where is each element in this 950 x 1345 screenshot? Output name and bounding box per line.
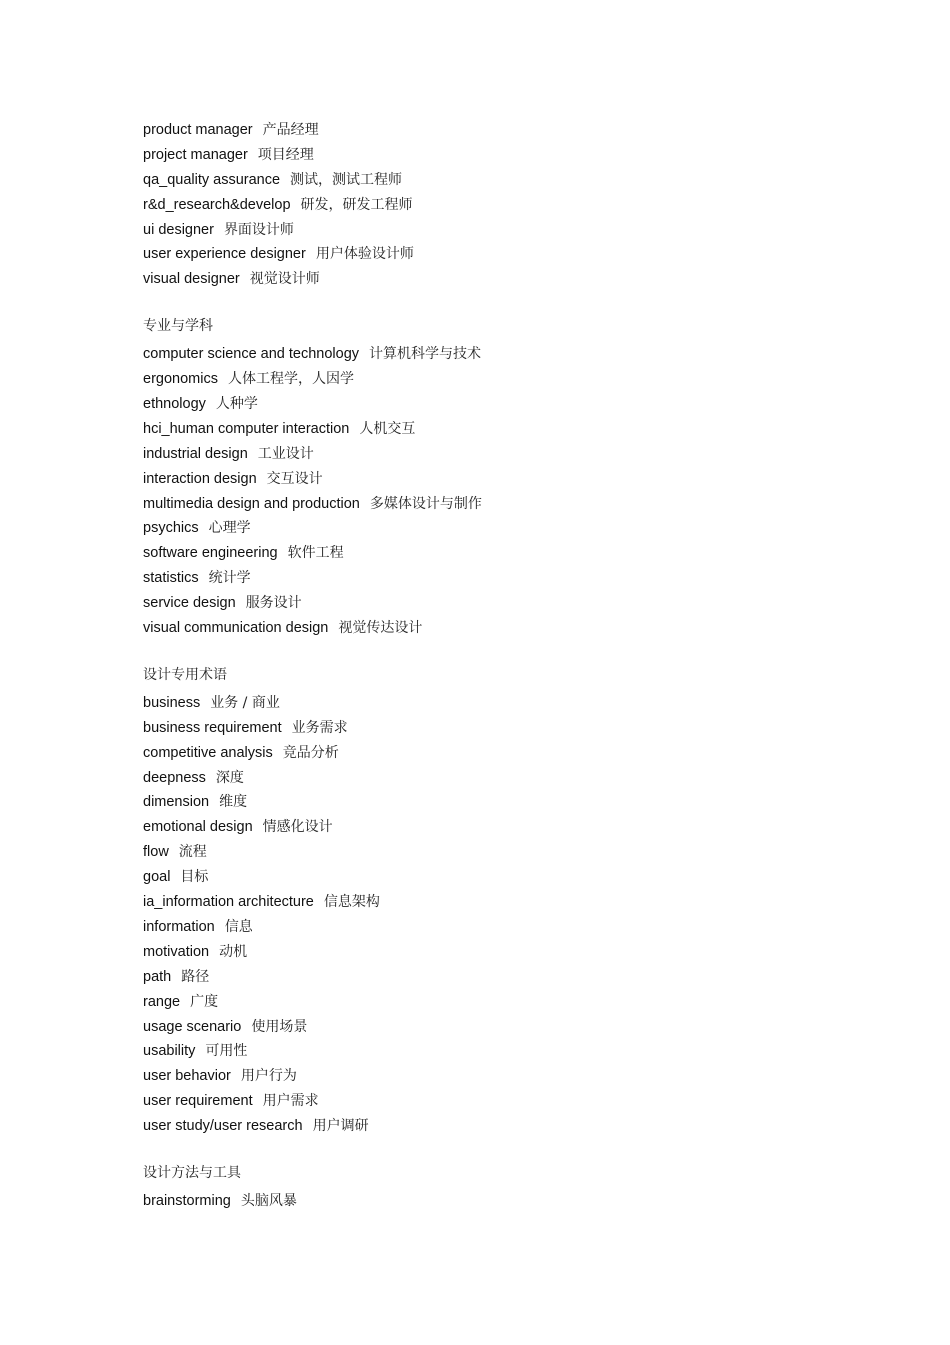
english-term: project manager — [143, 146, 248, 163]
chinese-term: 目标 — [180, 869, 209, 886]
chinese-term: 用户体验设计师 — [315, 246, 414, 263]
english-term: dimension — [143, 794, 210, 811]
english-term: usability — [143, 1043, 196, 1060]
glossary-entry — [143, 940, 843, 965]
english-term: r&d_research&develop — [143, 196, 291, 213]
chinese-term: 人体工程学，人因学 — [227, 371, 354, 388]
english-term: statistics — [143, 570, 199, 587]
glossary-entry — [143, 541, 843, 566]
english-term: product manager — [143, 122, 253, 138]
glossary-entry — [143, 218, 843, 243]
english-term: interaction design — [143, 470, 257, 487]
section-heading: 设计专用术语 — [143, 666, 227, 683]
glossary-entry — [143, 965, 843, 990]
english-term: user study/user research — [143, 1118, 303, 1135]
glossary-entry — [143, 691, 843, 716]
chinese-term: 业务需求 — [291, 719, 348, 736]
glossary-entry — [143, 1189, 843, 1214]
glossary-entry — [143, 492, 843, 517]
chinese-term: 统计学 — [208, 570, 251, 587]
english-term: deepness — [143, 769, 206, 786]
chinese-term: 视觉设计师 — [249, 271, 320, 288]
english-term: flow — [143, 844, 169, 861]
english-term: ergonomics — [143, 371, 218, 388]
glossary-entry — [143, 915, 843, 940]
english-term: ui designer — [143, 221, 214, 238]
chinese-term: 信息 — [224, 918, 253, 935]
glossary-section — [143, 663, 843, 1139]
chinese-term: 交互设计 — [266, 470, 323, 487]
chinese-term: 人机交互 — [359, 420, 416, 437]
english-term: emotional design — [143, 819, 253, 836]
english-term: service design — [143, 595, 236, 612]
chinese-term: 测试，测试工程师 — [290, 171, 403, 188]
chinese-term: 视觉传达设计 — [338, 620, 423, 637]
glossary-entry — [143, 815, 843, 840]
english-term: range — [143, 993, 181, 1010]
english-term: ia_information architecture — [143, 894, 314, 911]
glossary-entry — [143, 591, 843, 616]
chinese-term: 用户需求 — [262, 1093, 319, 1110]
chinese-term: 动机 — [219, 943, 248, 960]
glossary-entry — [143, 1064, 843, 1089]
chinese-term: 情感化设计 — [262, 819, 333, 836]
chinese-term: 可用性 — [205, 1043, 248, 1060]
english-term: hci_human computer interaction — [143, 420, 350, 437]
glossary-entry — [143, 467, 843, 492]
chinese-term: 多媒体设计与制作 — [369, 495, 482, 512]
english-term: goal — [143, 869, 171, 886]
section-heading: 设计方法与工具 — [143, 1164, 241, 1181]
glossary-entry — [143, 342, 843, 367]
english-term: user requirement — [143, 1093, 253, 1110]
glossary-entry — [143, 840, 843, 865]
chinese-term: 业务 / 商业 — [210, 694, 280, 711]
glossary-entry — [143, 442, 843, 467]
chinese-term: 计算机科学与技术 — [369, 346, 482, 363]
english-term: business — [143, 694, 201, 711]
chinese-term: 研发，研发工程师 — [300, 196, 413, 213]
section-heading: 专业与学科 — [143, 318, 213, 335]
chinese-term: 竞品分析 — [282, 744, 339, 761]
chinese-term: 广度 — [190, 993, 219, 1010]
glossary-entry — [143, 865, 843, 890]
glossary-entry — [143, 143, 843, 168]
glossary-entry — [143, 367, 843, 392]
glossary-entry — [143, 1039, 843, 1064]
glossary-entry — [143, 417, 843, 442]
chinese-term: 用户行为 — [240, 1068, 297, 1085]
glossary-entry — [143, 193, 843, 218]
chinese-term: 产品经理 — [262, 122, 319, 138]
english-term: ethnology — [143, 396, 206, 413]
glossary-entry — [143, 168, 843, 193]
chinese-term: 信息架构 — [323, 894, 380, 911]
english-term: motivation — [143, 943, 210, 960]
english-term: industrial design — [143, 445, 248, 462]
english-term: path — [143, 968, 172, 985]
glossary-section — [143, 314, 843, 641]
english-term: user experience designer — [143, 246, 306, 263]
glossary-entry — [143, 990, 843, 1015]
chinese-term: 人种学 — [215, 396, 258, 413]
glossary-entry — [143, 716, 843, 741]
chinese-term: 项目经理 — [257, 146, 314, 163]
english-term: qa_quality assurance — [143, 171, 281, 188]
chinese-term: 头脑风暴 — [240, 1192, 297, 1209]
english-term: information — [143, 918, 215, 935]
glossary-entry — [143, 616, 843, 641]
glossary-entry — [143, 118, 843, 143]
english-term: psychics — [143, 520, 199, 537]
glossary-entry — [143, 1114, 843, 1139]
english-term: business requirement — [143, 719, 282, 736]
chinese-term: 流程 — [178, 844, 207, 861]
chinese-term: 软件工程 — [287, 545, 344, 562]
glossary-page — [143, 118, 843, 1236]
glossary-section — [143, 118, 843, 292]
english-term: user behavior — [143, 1068, 231, 1085]
chinese-term: 用户调研 — [312, 1118, 369, 1135]
english-term: computer science and technology — [143, 346, 360, 363]
chinese-term: 服务设计 — [245, 595, 302, 612]
glossary-entry — [143, 242, 843, 267]
chinese-term: 工业设计 — [257, 445, 314, 462]
glossary-entry — [143, 890, 843, 915]
glossary-entry — [143, 392, 843, 417]
glossary-entry — [143, 566, 843, 591]
chinese-term: 维度 — [219, 794, 248, 811]
english-term: visual designer — [143, 271, 240, 288]
english-term: competitive analysis — [143, 744, 273, 761]
glossary-entry — [143, 1015, 843, 1040]
glossary-entry — [143, 267, 843, 292]
chinese-term: 心理学 — [208, 520, 251, 537]
glossary-entry — [143, 516, 843, 541]
english-term: multimedia design and production — [143, 495, 360, 512]
chinese-term: 界面设计师 — [223, 221, 294, 238]
glossary-entry — [143, 1089, 843, 1114]
glossary-entry — [143, 741, 843, 766]
chinese-term: 路径 — [181, 968, 210, 985]
glossary-entry — [143, 766, 843, 791]
chinese-term: 深度 — [215, 769, 244, 786]
english-term: software engineering — [143, 545, 278, 562]
chinese-term: 使用场景 — [251, 1018, 308, 1035]
glossary-entry — [143, 790, 843, 815]
english-term: usage scenario — [143, 1018, 242, 1035]
glossary-section — [143, 1161, 843, 1214]
english-term: visual communication design — [143, 620, 329, 637]
english-term: brainstorming — [143, 1192, 231, 1209]
